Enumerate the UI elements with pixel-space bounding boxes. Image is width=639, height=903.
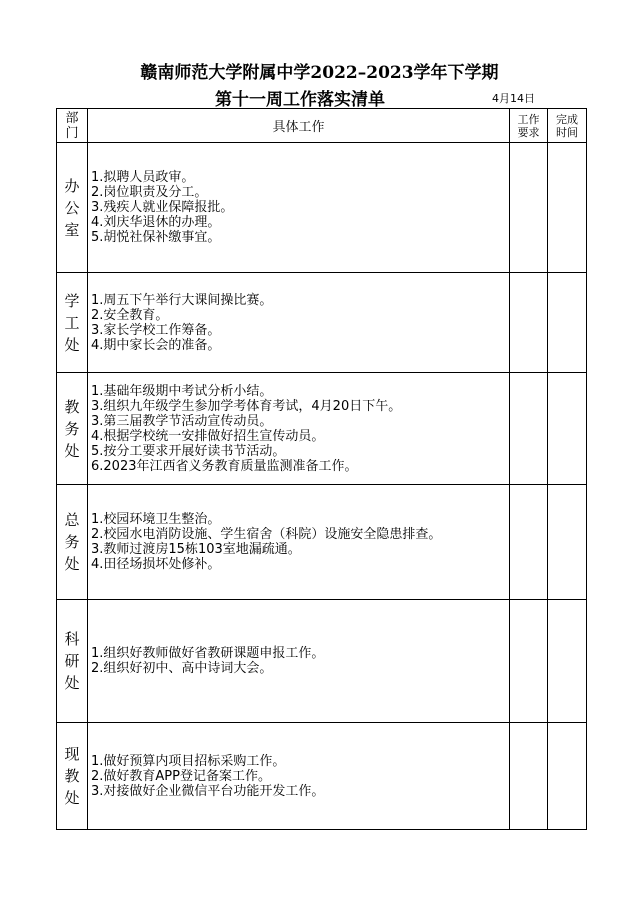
task-list	[88, 273, 510, 373]
task-item: 4.根据学校统一安排做好招生宣传动员。	[91, 428, 325, 444]
dept-label: 科 研 处	[57, 600, 88, 723]
task-item: 5.按分工要求开展好读书节活动。	[91, 443, 286, 459]
task-item: 3.组织九年级学生参加学考体育考试，4月20日下午。	[91, 398, 402, 414]
task-list	[88, 600, 510, 723]
section-row-office	[57, 143, 587, 273]
completion-cell	[548, 373, 587, 485]
document-subtitle: 第十一周工作落实清单	[215, 90, 385, 110]
task-item: 3.残疾人就业保障报批。	[91, 200, 234, 215]
completion-cell	[548, 600, 587, 723]
header-dept: 部 门	[57, 109, 88, 143]
task-item: 4.期中家长会的准备。	[91, 337, 221, 353]
task-list	[88, 485, 510, 600]
task-item: 3.对接做好企业微信平台功能开发工作。	[91, 783, 325, 799]
header-work: 具体工作	[88, 109, 510, 143]
task-item: 1.做好预算内项目招标采购工作。	[91, 753, 286, 769]
section-row-academic-affairs	[57, 373, 587, 485]
task-item: 4.田径场损坏处修补。	[91, 557, 221, 572]
section-row-modern-education	[57, 723, 587, 830]
task-item: 5.胡悦社保补缴事宜。	[91, 230, 221, 245]
section-row-student-affairs	[57, 273, 587, 373]
task-item: 2.组织好初中、高中诗词大会。	[91, 661, 273, 676]
dept-label: 教 务 处	[57, 373, 88, 485]
task-item: 6.2023年江西省义务教育质量监测准备工作。	[91, 458, 358, 474]
document-date: 4月14日	[492, 92, 535, 105]
task-item: 1.拟聘人员政审。	[91, 170, 195, 185]
task-item: 1.基础年级期中考试分析小结。	[91, 383, 273, 399]
header-row	[57, 109, 587, 143]
completion-cell	[548, 143, 587, 273]
task-list	[88, 373, 510, 485]
task-item: 2.安全教育。	[91, 307, 169, 323]
dept-label: 现 教 处	[57, 723, 88, 830]
completion-cell	[548, 273, 587, 373]
dept-label: 总 务 处	[57, 485, 88, 600]
section-row-general-affairs	[57, 485, 587, 600]
task-item: 1.组织好教师做好省教研课题申报工作。	[91, 646, 325, 661]
task-item: 1.周五下午举行大课间操比赛。	[91, 292, 273, 308]
task-list	[88, 143, 510, 273]
task-item: 2.岗位职责及分工。	[91, 185, 208, 200]
requirement-cell	[510, 143, 548, 273]
completion-cell	[548, 485, 587, 600]
completion-cell	[548, 723, 587, 830]
document-title: 赣南师范大学附属中学2022–2023学年下学期	[140, 63, 499, 83]
header-completion: 完成 时间	[548, 109, 587, 143]
header-requirement: 工作 要求	[510, 109, 548, 143]
task-item: 4.刘庆华退休的办理。	[91, 215, 221, 230]
task-item: 3.教师过渡房15栋103室地漏疏通。	[91, 542, 301, 557]
task-item: 2.校园水电消防设施、学生宿舍（科院）设施安全隐患排查。	[91, 527, 442, 542]
task-item: 3.家长学校工作筹备。	[91, 322, 221, 338]
task-item: 2.做好教育APP登记备案工作。	[91, 768, 271, 784]
requirement-cell	[510, 273, 548, 373]
work-checklist-table	[56, 108, 587, 830]
requirement-cell	[510, 723, 548, 830]
requirement-cell	[510, 485, 548, 600]
requirement-cell	[510, 373, 548, 485]
task-item: 3.第三届教学节活动宣传动员。	[91, 413, 273, 429]
task-list	[88, 723, 510, 830]
dept-label: 学 工 处	[57, 273, 88, 373]
dept-label: 办 公 室	[57, 143, 88, 273]
requirement-cell	[510, 600, 548, 723]
section-row-research	[57, 600, 587, 723]
task-item: 1.校园环境卫生整治。	[91, 512, 221, 527]
